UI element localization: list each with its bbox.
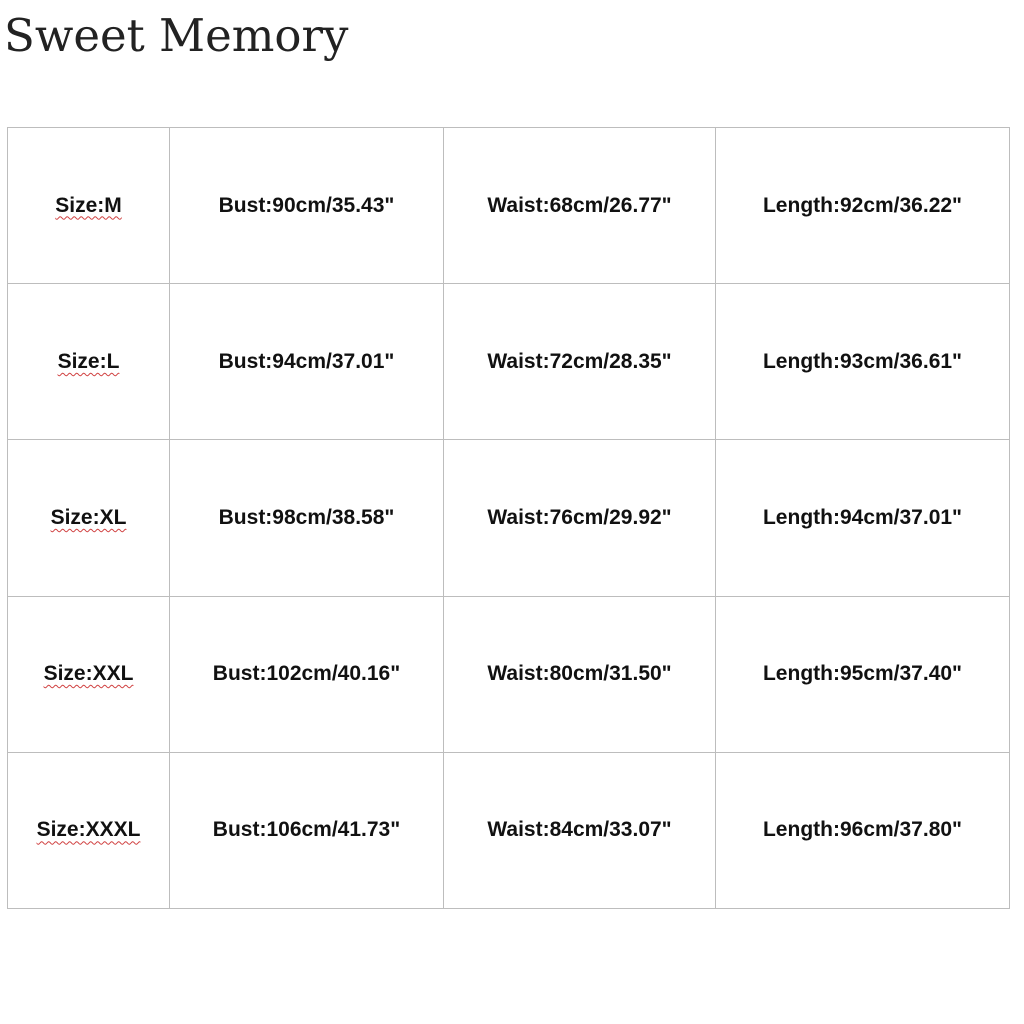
table-row [8, 128, 1010, 284]
bust-cell: Bust:102cm/40.16" [170, 596, 444, 752]
size-cell [8, 596, 170, 752]
bust-cell: Bust:106cm/41.73" [170, 752, 444, 908]
size-label: Size:XXL [43, 662, 134, 686]
length-cell: Length:93cm/36.61" [716, 284, 1010, 440]
size-cell [8, 284, 170, 440]
waist-cell: Waist:68cm/26.77" [444, 128, 716, 284]
brand-title: Sweet Memory [4, 9, 349, 62]
bust-cell: Bust:94cm/37.01" [170, 284, 444, 440]
waist-cell: Waist:72cm/28.35" [444, 284, 716, 440]
length-cell: Length:94cm/37.01" [716, 440, 1010, 596]
table-row [8, 596, 1010, 752]
table-row [8, 752, 1010, 908]
size-label: Size:XXXL [36, 818, 141, 842]
size-cell [8, 752, 170, 908]
size-label: Size:L [57, 349, 120, 373]
table-row [8, 440, 1010, 596]
waist-cell: Waist:84cm/33.07" [444, 752, 716, 908]
waist-cell: Waist:80cm/31.50" [444, 596, 716, 752]
size-label: Size:M [55, 193, 122, 217]
bust-cell: Bust:90cm/35.43" [170, 128, 444, 284]
size-cell [8, 128, 170, 284]
size-chart-table [7, 127, 1010, 909]
length-cell: Length:92cm/36.22" [716, 128, 1010, 284]
waist-cell: Waist:76cm/29.92" [444, 440, 716, 596]
size-cell [8, 440, 170, 596]
size-label: Size:XL [50, 505, 127, 529]
length-cell: Length:96cm/37.80" [716, 752, 1010, 908]
bust-cell: Bust:98cm/38.58" [170, 440, 444, 596]
table-row [8, 284, 1010, 440]
length-cell: Length:95cm/37.40" [716, 596, 1010, 752]
